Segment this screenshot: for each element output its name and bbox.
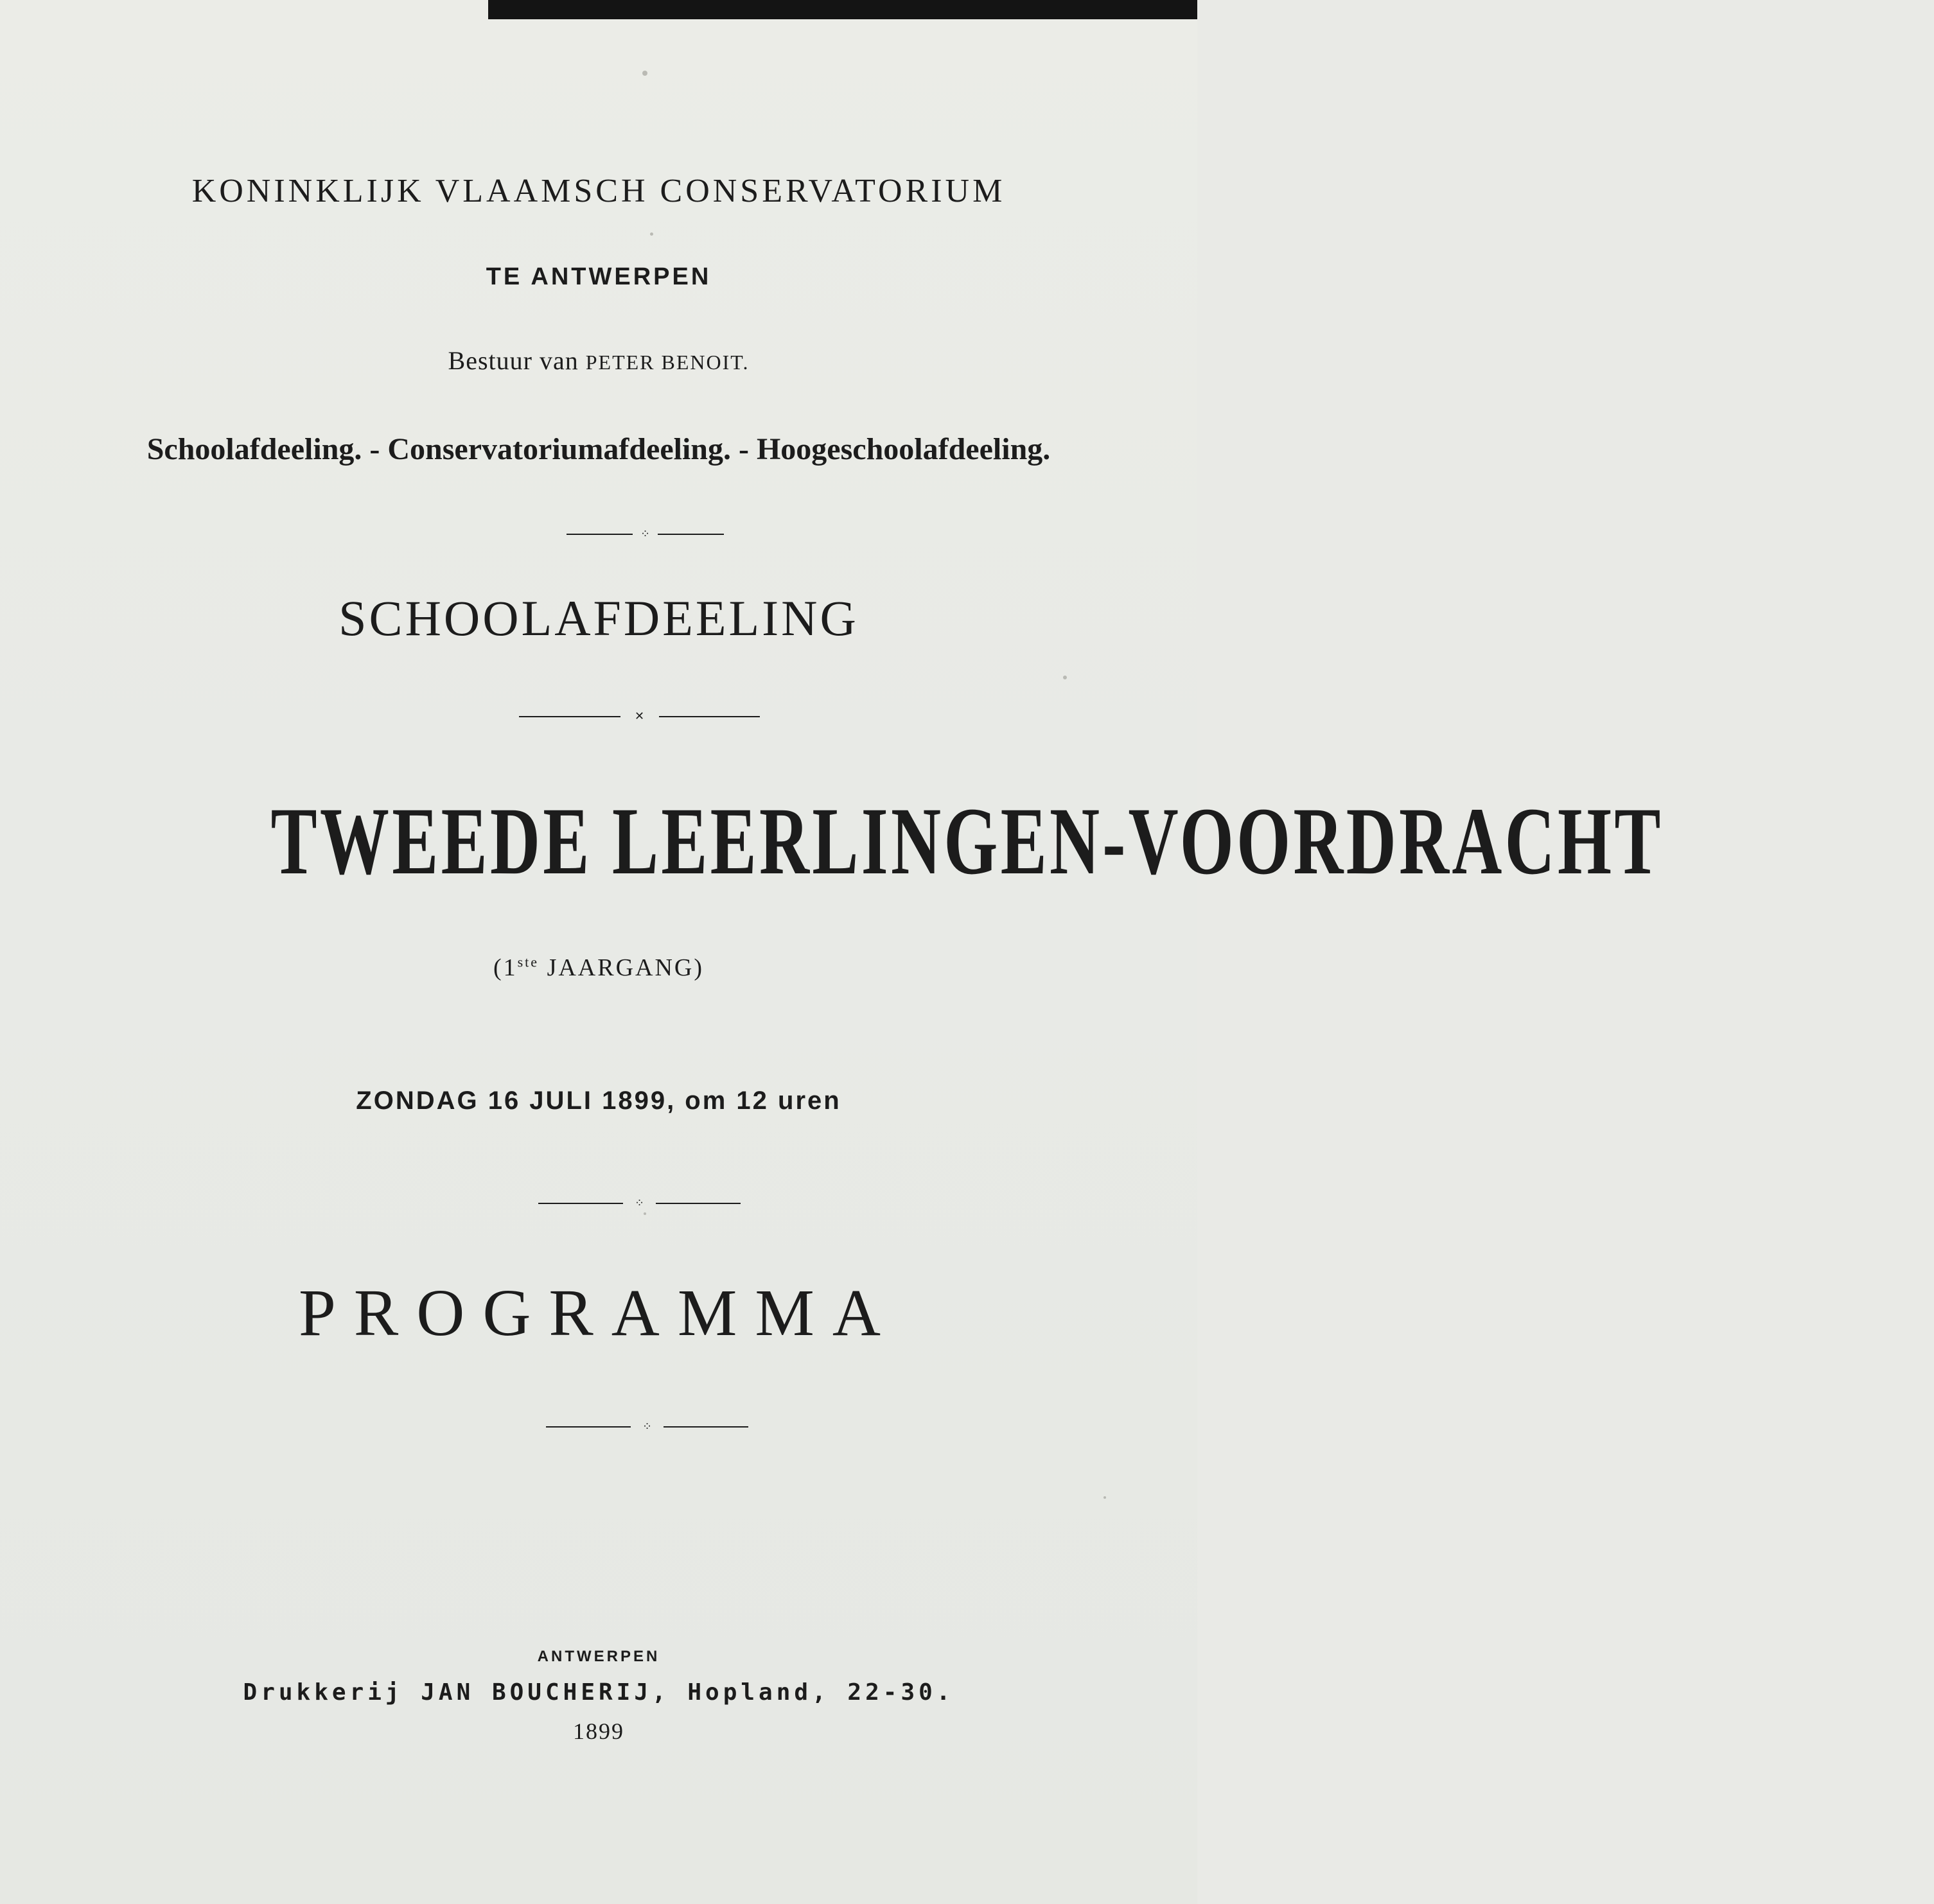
printer-line: Drukkerij JAN BOUCHERIJ, Hopland, 22-30. bbox=[243, 1679, 954, 1706]
main-title-text: TWEEDE LEERLINGEN-VOORDRACHT bbox=[270, 788, 1664, 895]
director-name: PETER BENOIT. bbox=[585, 351, 750, 374]
paper-speck bbox=[642, 71, 647, 76]
direction-line bbox=[0, 345, 1197, 376]
paper-speck bbox=[644, 1212, 646, 1215]
ornament-divider: ✕ bbox=[519, 710, 760, 723]
paper-speck bbox=[1063, 676, 1067, 679]
year-course-open: (1 bbox=[493, 954, 518, 981]
date-line: ZONDAG 16 JULI 1899, om 12 uren bbox=[356, 1087, 841, 1115]
departments-line: Schoolafdeeling. - Conservatoriumafdeeling. - Hoogeschoolafdeeling. bbox=[146, 432, 1051, 466]
paper-speck bbox=[1103, 1496, 1106, 1499]
program-title: PROGRAMMA bbox=[299, 1276, 899, 1350]
paper-speck bbox=[650, 232, 653, 236]
city-line: TE ANTWERPEN bbox=[486, 263, 712, 290]
department-heading: SCHOOLAFDEELING bbox=[338, 590, 859, 646]
printer-year: 1899 bbox=[573, 1718, 624, 1744]
ornament-divider: ⁘ bbox=[546, 1420, 748, 1433]
scan-border bbox=[488, 0, 1197, 19]
year-course bbox=[0, 954, 1197, 982]
ornament-divider: ⁘ bbox=[567, 528, 724, 541]
printer-city: ANTWERPEN bbox=[537, 1648, 660, 1665]
year-course-rest: JAARGANG) bbox=[539, 954, 705, 981]
ornament-divider: ⁘ bbox=[538, 1197, 741, 1210]
year-course-sup: ste bbox=[517, 954, 540, 970]
direction-prefix: Bestuur van bbox=[448, 346, 586, 375]
institution-name: KONINKLIJK VLAAMSCH CONSERVATORIUM bbox=[191, 173, 1006, 209]
main-title bbox=[0, 783, 1664, 899]
